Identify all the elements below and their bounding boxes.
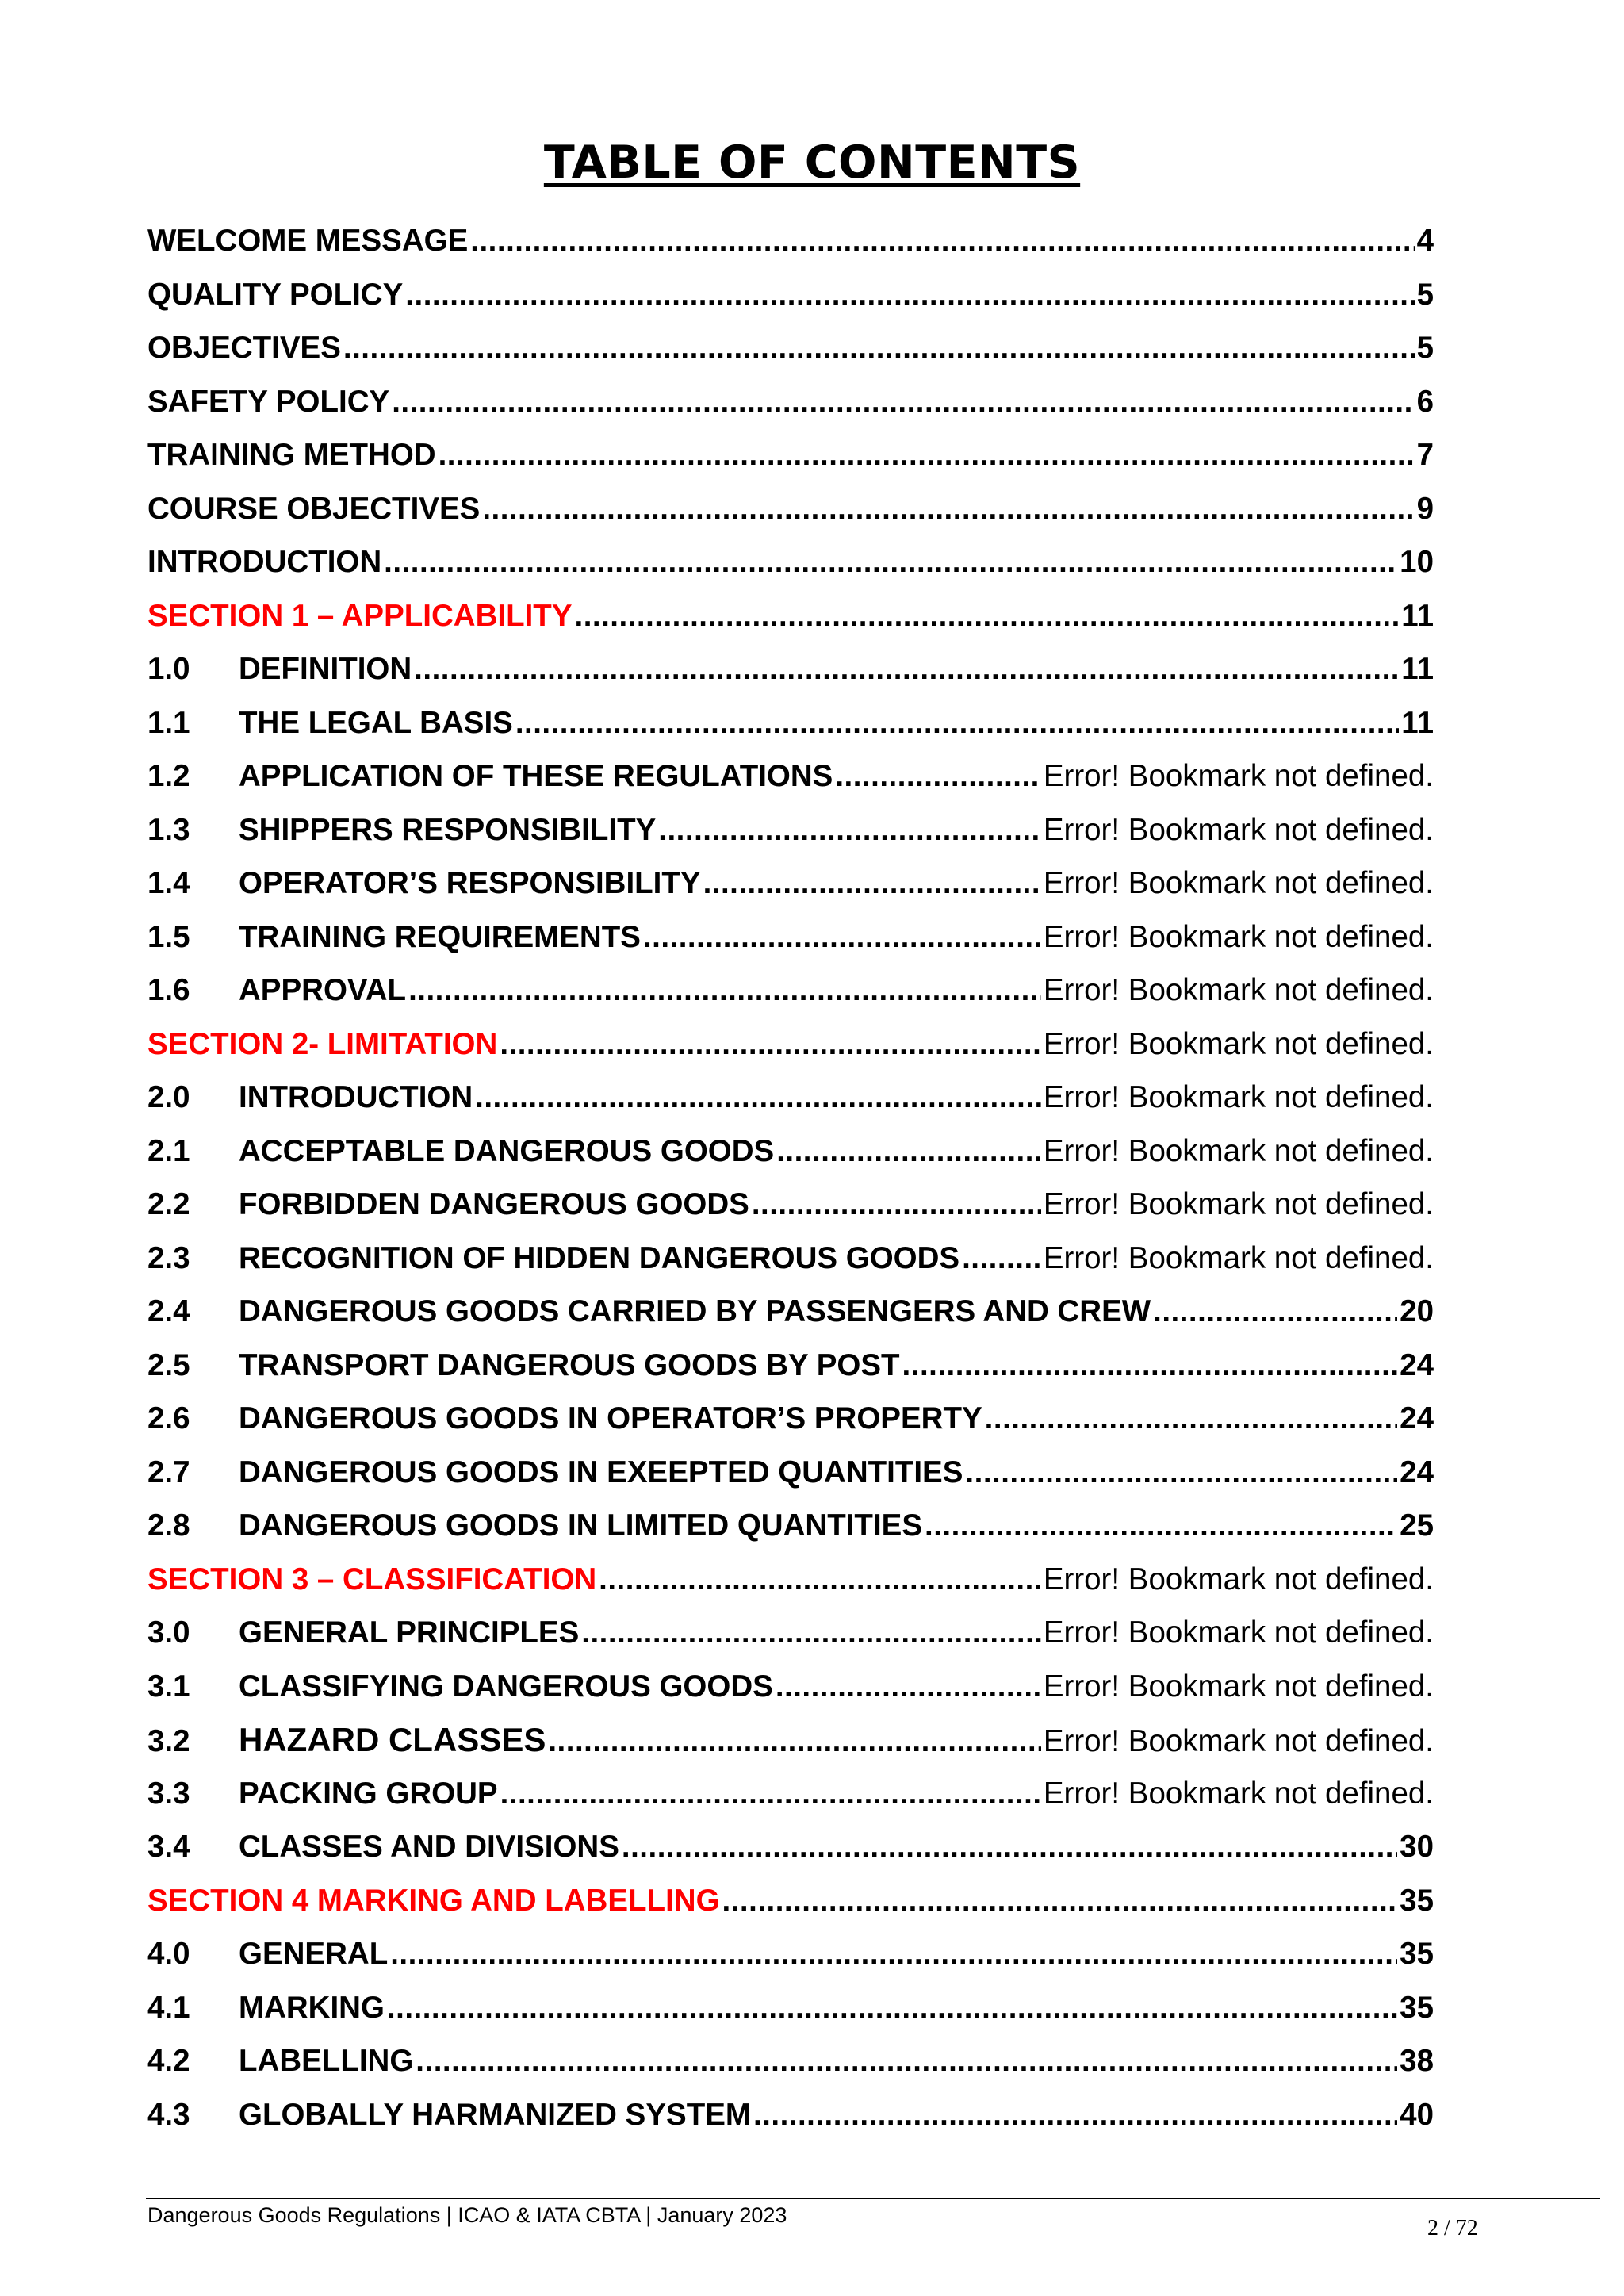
toc-entry[interactable] <box>147 1660 1434 1714</box>
toc-entry-number: 3.4 <box>147 1830 190 1864</box>
toc-page-number: 5 <box>1416 277 1434 312</box>
toc-dot-leader <box>390 1927 1397 1981</box>
toc-entry-title: OBJECTIVES <box>147 331 341 365</box>
toc-page-number: Error! Bookmark not defined. <box>1043 1187 1434 1221</box>
toc-dot-leader <box>1153 1285 1397 1339</box>
toc-dot-leader <box>387 1981 1397 2035</box>
toc-entry-title: OPERATOR’S RESPONSIBILITY <box>239 866 701 900</box>
page-title: TABLE OF CONTENTS <box>543 136 1081 189</box>
toc-page-number: 4 <box>1416 224 1434 258</box>
toc-entry-number: 3.1 <box>147 1669 190 1704</box>
toc-page-number: Error! Bookmark not defined. <box>1043 1724 1434 1758</box>
toc-page-number: 35 <box>1400 1937 1434 1971</box>
toc-entry-number: 2.6 <box>147 1401 190 1435</box>
toc-entry-number: 1.1 <box>147 705 190 740</box>
toc-entry-number: 4.2 <box>147 2044 190 2078</box>
toc-entry-number: 2.3 <box>147 1240 190 1275</box>
toc-entry-title: DANGEROUS GOODS IN OPERATOR’S PROPERTY <box>239 1401 982 1435</box>
toc-dot-leader <box>703 857 1041 910</box>
toc-dot-leader <box>776 1660 1041 1714</box>
toc-page-number: Error! Bookmark not defined. <box>1043 1616 1434 1650</box>
toc-page-number: Error! Bookmark not defined. <box>1043 973 1434 1007</box>
toc-dot-leader <box>581 1606 1041 1660</box>
toc-entry-title: SECTION 1 – APPLICABILITY <box>147 598 573 633</box>
toc-dot-leader <box>722 1874 1398 1928</box>
toc-page-number: 9 <box>1416 491 1434 526</box>
toc-dot-leader <box>575 589 1400 643</box>
toc-entry[interactable] <box>147 2034 1434 2088</box>
toc-entry-number: 2.4 <box>147 1294 190 1328</box>
toc-entry-title: COURSE OBJECTIVES <box>147 491 481 526</box>
toc-entry-title: THE LEGAL BASIS <box>239 705 513 740</box>
toc-entry[interactable] <box>147 268 1434 322</box>
toc-entry-title: INTRODUCTION <box>239 1080 473 1114</box>
toc-page-number: Error! Bookmark not defined. <box>1043 1562 1434 1596</box>
toc-dot-leader <box>343 321 1415 375</box>
toc-entry-number: 1.5 <box>147 919 190 954</box>
toc-entry[interactable] <box>147 1820 1434 1874</box>
toc-entry[interactable] <box>147 1392 1434 1446</box>
toc-page-number: Error! Bookmark not defined. <box>1043 1133 1434 1168</box>
toc-dot-leader <box>962 1232 1041 1286</box>
toc-entry-number: 1.6 <box>147 973 190 1007</box>
toc-page-number: 24 <box>1400 1455 1434 1489</box>
toc-dot-leader <box>384 535 1397 589</box>
toc-page-number: Error! Bookmark not defined. <box>1043 1776 1434 1811</box>
toc-dot-leader <box>408 964 1041 1018</box>
toc-entry-title: DANGEROUS GOODS CARRIED BY PASSENGERS AND CREW <box>239 1294 1151 1328</box>
toc-page-number: Error! Bookmark not defined. <box>1043 866 1434 900</box>
toc-entry-title: TRAINING METHOD <box>147 438 436 472</box>
toc-entry[interactable] <box>147 375 1434 429</box>
toc-page-number: 11 <box>1401 598 1434 633</box>
toc-entry-number: 2.7 <box>147 1455 190 1489</box>
toc-entry-number: 3.3 <box>147 1776 190 1811</box>
toc-entry-title: CLASSIFYING DANGEROUS GOODS <box>239 1669 773 1704</box>
toc-entry-title: APPLICATION OF THESE REGULATIONS <box>239 759 833 793</box>
toc-dot-leader <box>500 1018 1041 1071</box>
toc-dot-leader <box>622 1820 1397 1874</box>
toc-entry-number: 2.8 <box>147 1508 190 1543</box>
toc-entry-title: SECTION 4 MARKING AND LABELLING <box>147 1883 720 1918</box>
toc-page-number: 35 <box>1400 1990 1434 2025</box>
toc-page-number: Error! Bookmark not defined. <box>1043 812 1434 847</box>
toc-dot-leader <box>482 482 1414 536</box>
toc-entry[interactable] <box>147 1446 1434 1500</box>
toc-dot-leader <box>392 375 1414 429</box>
toc-entry-number: 1.2 <box>147 759 190 793</box>
toc-entry-title: MARKING <box>239 1990 385 2025</box>
toc-dot-leader <box>925 1499 1397 1553</box>
toc-section-heading[interactable] <box>147 1874 1434 1928</box>
toc-entry[interactable] <box>147 1232 1434 1286</box>
toc-entry-title: INTRODUCTION <box>147 545 382 579</box>
toc-entry[interactable] <box>147 1927 1434 1981</box>
toc-entry[interactable] <box>147 803 1434 857</box>
toc-dot-leader <box>752 1178 1041 1232</box>
toc-dot-leader <box>753 2088 1397 2142</box>
toc-page-number: 24 <box>1400 1347 1434 1382</box>
toc-entry-number: 1.0 <box>147 652 190 686</box>
toc-entry[interactable] <box>147 1125 1434 1179</box>
toc-entry[interactable] <box>147 1499 1434 1553</box>
toc-page-number: 25 <box>1400 1508 1434 1543</box>
toc-page-number: 7 <box>1416 438 1434 472</box>
toc-dot-leader <box>658 803 1041 857</box>
toc-dot-leader <box>405 268 1414 322</box>
toc-entry[interactable] <box>147 428 1434 482</box>
toc-dot-leader <box>599 1553 1041 1607</box>
toc-entry[interactable] <box>147 1981 1434 2035</box>
toc-entry-number: 2.5 <box>147 1347 190 1382</box>
toc-entry-title: GLOBALLY HARMANIZED SYSTEM <box>239 2097 751 2132</box>
toc-page-number: 11 <box>1401 705 1434 740</box>
toc-entry[interactable] <box>147 214 1434 268</box>
toc-page-number: 11 <box>1401 652 1434 686</box>
toc-entry-number: 1.3 <box>147 812 190 847</box>
toc-entry-title: DANGEROUS GOODS IN LIMITED QUANTITIES <box>239 1508 923 1543</box>
toc-entry[interactable] <box>147 1339 1434 1393</box>
toc-entry-title: CLASSES AND DIVISIONS <box>239 1830 619 1864</box>
toc-entry-title: SECTION 2- LIMITATION <box>147 1026 498 1061</box>
toc-entry-title: GENERAL PRINCIPLES <box>239 1616 580 1650</box>
footer-page-number: 2 / 72 <box>1427 2216 1478 2240</box>
toc-entry[interactable] <box>147 2088 1434 2142</box>
toc-dot-leader <box>548 1715 1040 1769</box>
toc-page-number: 38 <box>1400 2044 1434 2078</box>
toc-entry[interactable] <box>147 910 1434 964</box>
toc-section-heading[interactable] <box>147 589 1434 643</box>
footer-text: Dangerous Goods Regulations | ICAO & IATA CBTA | January 2023 <box>147 2203 787 2227</box>
toc-entry[interactable] <box>147 1071 1434 1125</box>
toc-entry-number: 1.4 <box>147 866 190 900</box>
footer-divider <box>146 2198 1600 2199</box>
toc-page-number: Error! Bookmark not defined. <box>1043 1026 1434 1061</box>
toc-section-heading[interactable] <box>147 1553 1434 1607</box>
toc-entry[interactable] <box>147 696 1434 750</box>
toc-entry-title: SHIPPERS RESPONSIBILITY <box>239 812 657 847</box>
toc-dot-leader <box>515 696 1399 750</box>
toc-entry-title: LABELLING <box>239 2044 414 2078</box>
toc-entry[interactable] <box>147 964 1434 1018</box>
toc-entry-title: PACKING GROUP <box>239 1776 498 1811</box>
toc-page-number: 6 <box>1416 384 1434 419</box>
toc-entry-number: 4.1 <box>147 1990 190 2025</box>
toc-entry-number: 3.0 <box>147 1616 190 1650</box>
toc-entry[interactable] <box>147 535 1434 589</box>
toc-entry-number: 4.0 <box>147 1937 190 1971</box>
toc-entry-title: SECTION 3 – CLASSIFICATION <box>147 1562 597 1596</box>
toc-page-number: 40 <box>1400 2097 1434 2132</box>
toc-page-number: Error! Bookmark not defined. <box>1043 919 1434 954</box>
table-of-contents <box>147 214 1434 2141</box>
toc-page-number: Error! Bookmark not defined. <box>1043 759 1434 793</box>
toc-entry[interactable] <box>147 1178 1434 1232</box>
toc-entry-number: 2.1 <box>147 1133 190 1168</box>
toc-dot-leader <box>475 1071 1041 1125</box>
toc-entry[interactable] <box>147 749 1434 803</box>
toc-entry[interactable] <box>147 321 1434 375</box>
toc-section-heading[interactable] <box>147 1018 1434 1071</box>
toc-dot-leader <box>985 1392 1398 1446</box>
toc-entry[interactable] <box>147 642 1434 696</box>
toc-entry[interactable] <box>147 857 1434 910</box>
toc-entry-title: QUALITY POLICY <box>147 277 404 312</box>
toc-entry[interactable] <box>147 1713 1434 1767</box>
toc-page-number: 5 <box>1416 331 1434 365</box>
toc-entry[interactable] <box>147 1285 1434 1339</box>
toc-dot-leader <box>965 1446 1397 1500</box>
toc-entry-title: DEFINITION <box>239 652 412 686</box>
toc-entry-title: WELCOME MESSAGE <box>147 224 469 258</box>
toc-entry-title: HAZARD CLASSES <box>239 1721 546 1758</box>
toc-dot-leader <box>643 910 1041 964</box>
toc-entry-number: 4.3 <box>147 2097 190 2132</box>
toc-entry-title: DANGEROUS GOODS IN EXEEPTED QUANTITIES <box>239 1455 963 1489</box>
toc-entry-title: SAFETY POLICY <box>147 384 390 419</box>
toc-page-number: 35 <box>1400 1883 1434 1918</box>
toc-dot-leader <box>470 214 1414 268</box>
toc-entry-title: TRANSPORT DANGEROUS GOODS BY POST <box>239 1347 900 1382</box>
toc-page-number: 20 <box>1400 1294 1434 1328</box>
toc-dot-leader <box>500 1767 1041 1821</box>
toc-dot-leader <box>776 1125 1041 1179</box>
toc-entry-title: APPROVAL <box>239 973 407 1007</box>
toc-entry-title: ACCEPTABLE DANGEROUS GOODS <box>239 1133 775 1168</box>
toc-dot-leader <box>416 2034 1397 2088</box>
toc-entry-number: 2.0 <box>147 1080 190 1114</box>
toc-entry-title: GENERAL <box>239 1937 389 1971</box>
toc-page-number: Error! Bookmark not defined. <box>1043 1080 1434 1114</box>
toc-entry-title: RECOGNITION OF HIDDEN DANGEROUS GOODS <box>239 1240 960 1275</box>
toc-dot-leader <box>835 749 1040 803</box>
toc-page-number: Error! Bookmark not defined. <box>1043 1240 1434 1275</box>
toc-page-number: 10 <box>1400 545 1434 579</box>
toc-dot-leader <box>902 1339 1398 1393</box>
toc-entry-number: 3.2 <box>147 1724 190 1758</box>
toc-entry-title: FORBIDDEN DANGEROUS GOODS <box>239 1187 749 1221</box>
toc-entry[interactable] <box>147 482 1434 536</box>
toc-page-number: 30 <box>1400 1830 1434 1864</box>
toc-entry[interactable] <box>147 1767 1434 1821</box>
toc-dot-leader <box>439 428 1415 482</box>
toc-page-number: 24 <box>1400 1401 1434 1435</box>
toc-dot-leader <box>414 642 1399 696</box>
toc-page-number: Error! Bookmark not defined. <box>1043 1669 1434 1704</box>
toc-entry-title: TRAINING REQUIREMENTS <box>239 919 641 954</box>
toc-entry-number: 2.2 <box>147 1187 190 1221</box>
toc-entry[interactable] <box>147 1606 1434 1660</box>
